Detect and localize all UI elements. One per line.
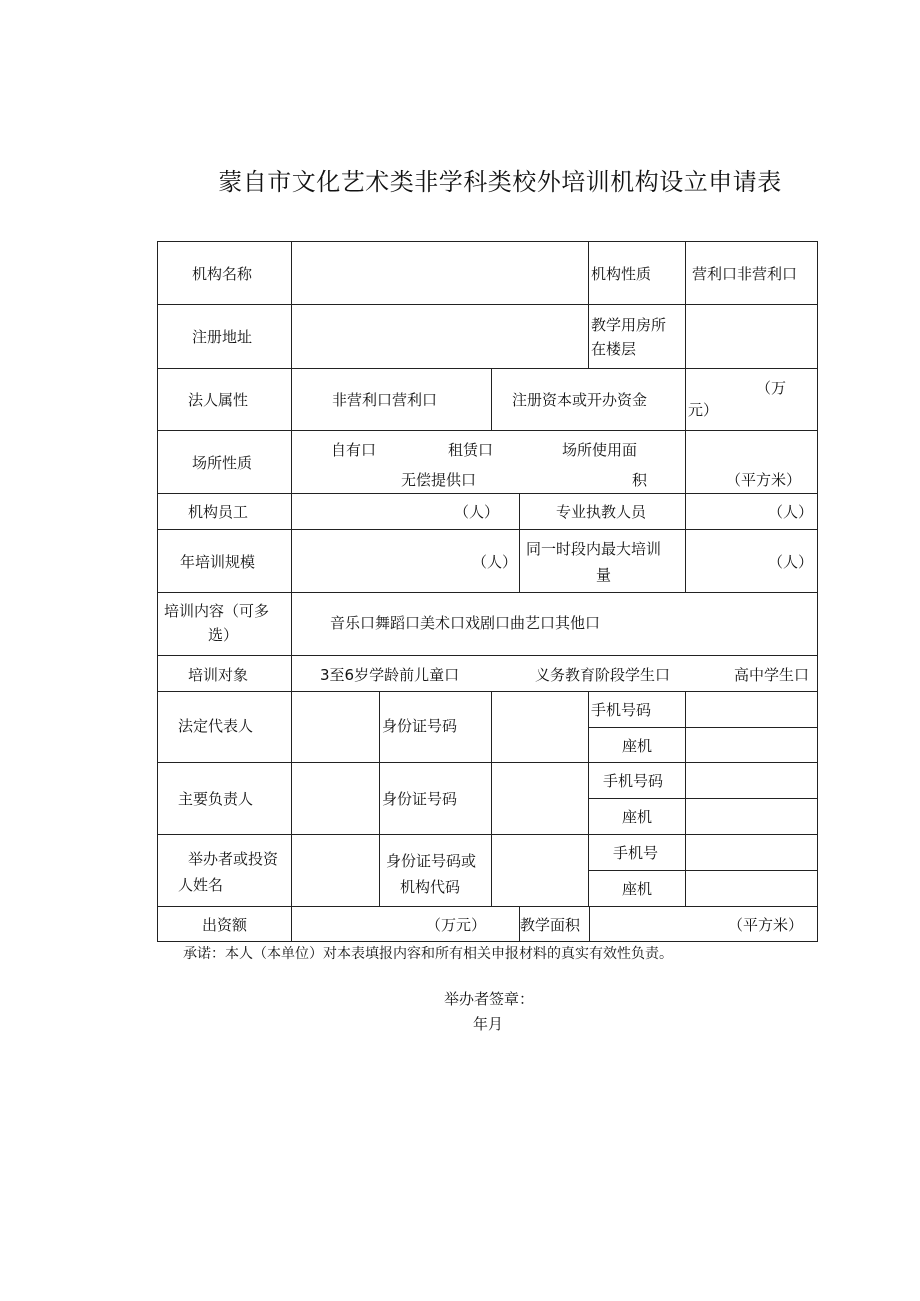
floor-label-line1: 教学用房所 [591, 316, 667, 334]
target-label: 培训对象 [188, 666, 249, 684]
legal-rep-mobile-label: 手机号码 [591, 701, 652, 719]
cell-sponsor-mobile-label [588, 834, 686, 871]
cell-floor-label [588, 304, 686, 369]
max-input[interactable] [685, 529, 818, 593]
principal-mobile-label: 手机号码 [603, 772, 664, 790]
sponsor-phone-input[interactable] [685, 870, 818, 907]
capital-unit-line2: 元） [688, 401, 719, 419]
content-label-line2: 选） [208, 626, 239, 644]
principal-id-input[interactable] [491, 762, 589, 835]
scale-unit: （人） [472, 553, 518, 571]
principal-phone-label: 座机 [622, 808, 653, 826]
teaching-area-unit: （平方米） [728, 916, 804, 934]
venue-label: 场所性质 [192, 454, 253, 472]
cell-venue-label [157, 430, 292, 494]
cell-teaching-area-label [519, 906, 591, 942]
target-opt1: 3至6岁学龄前儿童口 [320, 666, 460, 684]
principal-name-input[interactable] [291, 762, 380, 835]
staff-unit: （人） [454, 503, 500, 521]
legal-rep-phone-input[interactable] [685, 727, 818, 763]
cell-teachers-label [519, 493, 686, 530]
org-nature-options[interactable] [685, 241, 818, 305]
floor-label-line2: 在楼层 [591, 340, 637, 358]
floor-input[interactable] [685, 304, 818, 369]
legal-attr-options[interactable] [291, 368, 492, 431]
cell-principal-id-label [379, 762, 492, 835]
venue-area-unit: （平方米） [726, 471, 802, 489]
sponsor-phone-label: 座机 [622, 880, 653, 898]
content-options[interactable] [291, 592, 818, 656]
cell-principal-label [157, 762, 292, 835]
target-options[interactable] [291, 655, 818, 692]
principal-mobile-input[interactable] [685, 762, 818, 799]
form-title: 蒙自市文化艺术类非学科类校外培训机构设立申请表 [218, 168, 782, 196]
venue-opt-free: 无偿提供口 [401, 471, 477, 489]
cell-max-label [519, 529, 686, 593]
venue-area-label-line1: 场所使用面 [562, 441, 638, 459]
target-opt2: 义务教育阶段学生口 [535, 666, 671, 684]
capital-unit-line1: （万 [756, 379, 787, 397]
max-label-line2: 量 [596, 566, 612, 584]
reg-address-input[interactable] [291, 304, 589, 369]
sponsor-name-input[interactable] [291, 834, 380, 907]
application-form-table [158, 242, 819, 942]
legal-rep-mobile-input[interactable] [685, 691, 818, 728]
cell-sponsor-id-label [379, 834, 492, 907]
cell-nature-label [588, 241, 686, 305]
investment-input[interactable] [291, 906, 520, 942]
target-opt3: 高中学生口 [734, 666, 810, 684]
cell-investment-label [157, 906, 292, 942]
sponsor-mobile-input[interactable] [685, 834, 818, 871]
staff-input[interactable] [291, 493, 520, 530]
date-label: 年月 [473, 1015, 504, 1033]
content-options-text: 音乐口舞蹈口美术口戏剧口曲艺口其他口 [330, 614, 601, 632]
cell-content-label [157, 592, 292, 656]
org-nature-options-text: 营利口非营利口 [692, 265, 798, 283]
cell-legal-rep-id-label [379, 691, 492, 763]
capital-input[interactable] [685, 368, 818, 431]
content-label-line1: 培训内容（可多 [164, 602, 270, 620]
sponsor-id-label-line1: 身份证号码或 [386, 852, 477, 870]
org-name-label: 机构名称 [192, 265, 253, 283]
cell-target-label [157, 655, 292, 692]
scale-label: 年培训规模 [180, 553, 256, 571]
capital-label: 注册资本或开办资金 [512, 391, 648, 409]
venue-area-input[interactable] [685, 430, 818, 494]
cell-scale-label [157, 529, 292, 593]
max-label-line1: 同一时段内最大培训 [526, 540, 662, 558]
sponsor-mobile-label: 手机号 [613, 844, 659, 862]
legal-attr-options-text: 非营利口营利口 [332, 391, 438, 409]
cell-legal-rep-mobile-label [588, 691, 686, 728]
investment-label: 出资额 [202, 916, 248, 934]
teachers-input[interactable] [685, 493, 818, 530]
cell-capital-label [491, 368, 686, 431]
venue-opt-rent: 租赁口 [448, 441, 494, 459]
sponsor-id-label-line2: 机构代码 [400, 878, 461, 896]
teaching-area-label: 教学面积 [520, 916, 581, 934]
cell-principal-mobile-label [588, 762, 686, 799]
cell-legal-rep-phone-label [588, 727, 686, 763]
cell-legal-attr-label [157, 368, 292, 431]
scale-input[interactable] [291, 529, 520, 593]
cell-staff-label [157, 493, 292, 530]
sponsor-label-line1: 举办者或投资 [188, 850, 279, 868]
cell-org-name-label [157, 241, 292, 305]
legal-attr-label: 法人属性 [188, 391, 249, 409]
sponsor-id-input[interactable] [491, 834, 589, 907]
legal-rep-phone-label: 座机 [622, 737, 653, 755]
cell-principal-phone-label [588, 798, 686, 835]
cell-sponsor-label [157, 834, 292, 907]
principal-id-label: 身份证号码 [382, 790, 458, 808]
sponsor-label-line2: 人姓名 [178, 876, 224, 894]
venue-area-label-line2: 积 [632, 471, 648, 489]
teachers-unit: （人） [768, 503, 814, 521]
investment-unit: （万元） [426, 916, 487, 934]
venue-options[interactable] [291, 430, 686, 494]
cell-legal-rep-label [157, 691, 292, 763]
org-nature-label: 机构性质 [591, 265, 652, 283]
cell-reg-address-label [157, 304, 292, 369]
cell-sponsor-phone-label [588, 870, 686, 907]
org-name-input[interactable] [291, 241, 589, 305]
teachers-label: 专业执教人员 [556, 503, 647, 521]
signature-label: 举办者签章： [444, 990, 535, 1008]
reg-address-label: 注册地址 [192, 328, 253, 346]
legal-rep-label: 法定代表人 [178, 717, 254, 735]
legal-rep-id-input[interactable] [491, 691, 589, 763]
commitment-text: 承诺：本人（本单位）对本表填报内容和所有相关申报材料的真实有效性负责。 [183, 946, 673, 962]
principal-phone-input[interactable] [685, 798, 818, 835]
venue-opt-own: 自有口 [331, 441, 377, 459]
staff-label: 机构员工 [188, 503, 249, 521]
legal-rep-name-input[interactable] [291, 691, 380, 763]
teaching-area-input[interactable] [589, 906, 818, 942]
legal-rep-id-label: 身份证号码 [382, 717, 458, 735]
principal-label: 主要负责人 [178, 790, 254, 808]
max-unit: （人） [768, 553, 814, 571]
